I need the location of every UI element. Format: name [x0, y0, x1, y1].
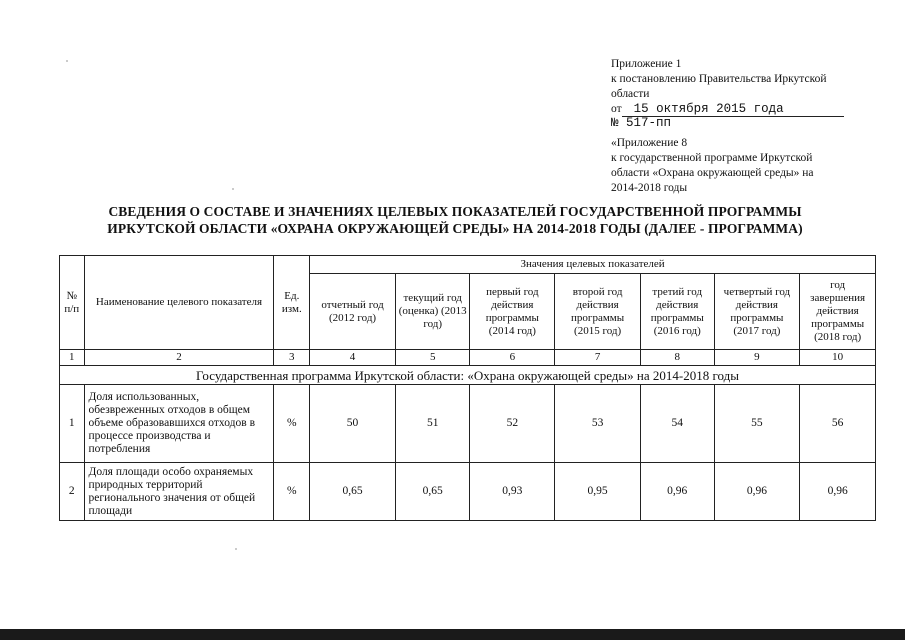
header-year-2016: третий год действия программы (2016 год)	[640, 274, 714, 350]
unit-cell: %	[274, 463, 310, 521]
indicator-name: Доля использованных, обезвреженных отходов в общем объеме образовавшихся отходов в процессе производства и потребления	[84, 385, 274, 463]
row-num: 1	[60, 385, 85, 463]
value-cell: 0,96	[800, 463, 876, 521]
value-cell: 51	[395, 385, 470, 463]
col-number: 6	[470, 350, 555, 366]
appendix-line: области	[611, 88, 650, 100]
scan-speck	[232, 188, 234, 190]
decree-number: № 517-пп	[611, 116, 672, 130]
table-row	[60, 463, 876, 521]
column-numbers-row	[60, 350, 876, 366]
program-group-title: Государственная программа Иркутской области: «Охрана окружающей среды» на 2014-2018 годы	[60, 366, 876, 385]
header-year-2017: четвертый год действия программы (2017 год)	[714, 274, 800, 350]
scan-edge-bar	[0, 629, 905, 640]
value-cell: 52	[470, 385, 555, 463]
value-cell: 0,65	[310, 463, 396, 521]
header-year-2018: год завершения действия программы (2018 год)	[800, 274, 876, 350]
col-number: 3	[274, 350, 310, 366]
scan-speck	[235, 548, 237, 550]
col-number: 10	[800, 350, 876, 366]
decree-date-line	[611, 102, 861, 117]
header-year-2015: второй год действия программы (2015 год)	[555, 274, 641, 350]
header-values-group: Значения целевых показателей	[310, 256, 876, 274]
value-cell: 56	[800, 385, 876, 463]
header-year-2012: отчетный год (2012 год)	[310, 274, 396, 350]
appendix-line: к государственной программе Иркутской	[611, 152, 813, 164]
header-row	[60, 256, 876, 274]
col-number: 9	[714, 350, 800, 366]
indicator-name: Доля площади особо охраняемых природных территорий регионального значения от общей площади	[84, 463, 274, 521]
col-number: 2	[84, 350, 274, 366]
value-cell: 53	[555, 385, 641, 463]
header-year-2013: текущий год (оценка) (2013 год)	[395, 274, 470, 350]
title-line: СВЕДЕНИЯ О СОСТАВЕ И ЗНАЧЕНИЯХ ЦЕЛЕВЫХ ПОКАЗАТЕЛЕЙ ГОСУДАРСТВЕННОЙ ПРОГРАММЫ	[108, 204, 802, 219]
value-cell: 0,95	[555, 463, 641, 521]
value-cell: 0,96	[640, 463, 714, 521]
appendix-line: области «Охрана окружающей среды» на	[611, 167, 814, 179]
value-cell: 0,65	[395, 463, 470, 521]
value-cell: 0,96	[714, 463, 800, 521]
header-unit: Ед. изм.	[274, 256, 310, 350]
scan-speck	[66, 60, 68, 62]
header-year-2014: первый год действия программы (2014 год)	[470, 274, 555, 350]
appendix-line: Приложение 1	[611, 58, 682, 70]
title-line: ИРКУТСКОЙ ОБЛАСТИ «ОХРАНА ОКРУЖАЮЩЕЙ СРЕДЫ» НА 2014-2018 ГОДЫ (ДАЛЕЕ - ПРОГРАММА)	[107, 221, 803, 236]
value-cell: 55	[714, 385, 800, 463]
value-cell: 50	[310, 385, 396, 463]
decree-date: 15 октября 2015 года	[622, 102, 844, 117]
unit-cell: %	[274, 385, 310, 463]
col-number: 1	[60, 350, 85, 366]
col-number: 5	[395, 350, 470, 366]
col-number: 8	[640, 350, 714, 366]
row-num: 2	[60, 463, 85, 521]
value-cell: 54	[640, 385, 714, 463]
value-cell: 0,93	[470, 463, 555, 521]
program-group-row	[60, 366, 876, 385]
indicators-table	[59, 255, 876, 521]
col-number: 4	[310, 350, 396, 366]
appendix-block	[611, 57, 861, 196]
col-number: 7	[555, 350, 641, 366]
document-title	[40, 203, 870, 237]
table-row	[60, 385, 876, 463]
appendix-line: к постановлению Правительства Иркутской	[611, 73, 827, 85]
appendix-line: «Приложение 8	[611, 137, 688, 149]
appendix-line: 2014-2018 годы	[611, 182, 688, 194]
header-name: Наименование целевого показателя	[84, 256, 274, 350]
header-num: № п/п	[60, 256, 85, 350]
date-prefix: от	[611, 103, 622, 115]
